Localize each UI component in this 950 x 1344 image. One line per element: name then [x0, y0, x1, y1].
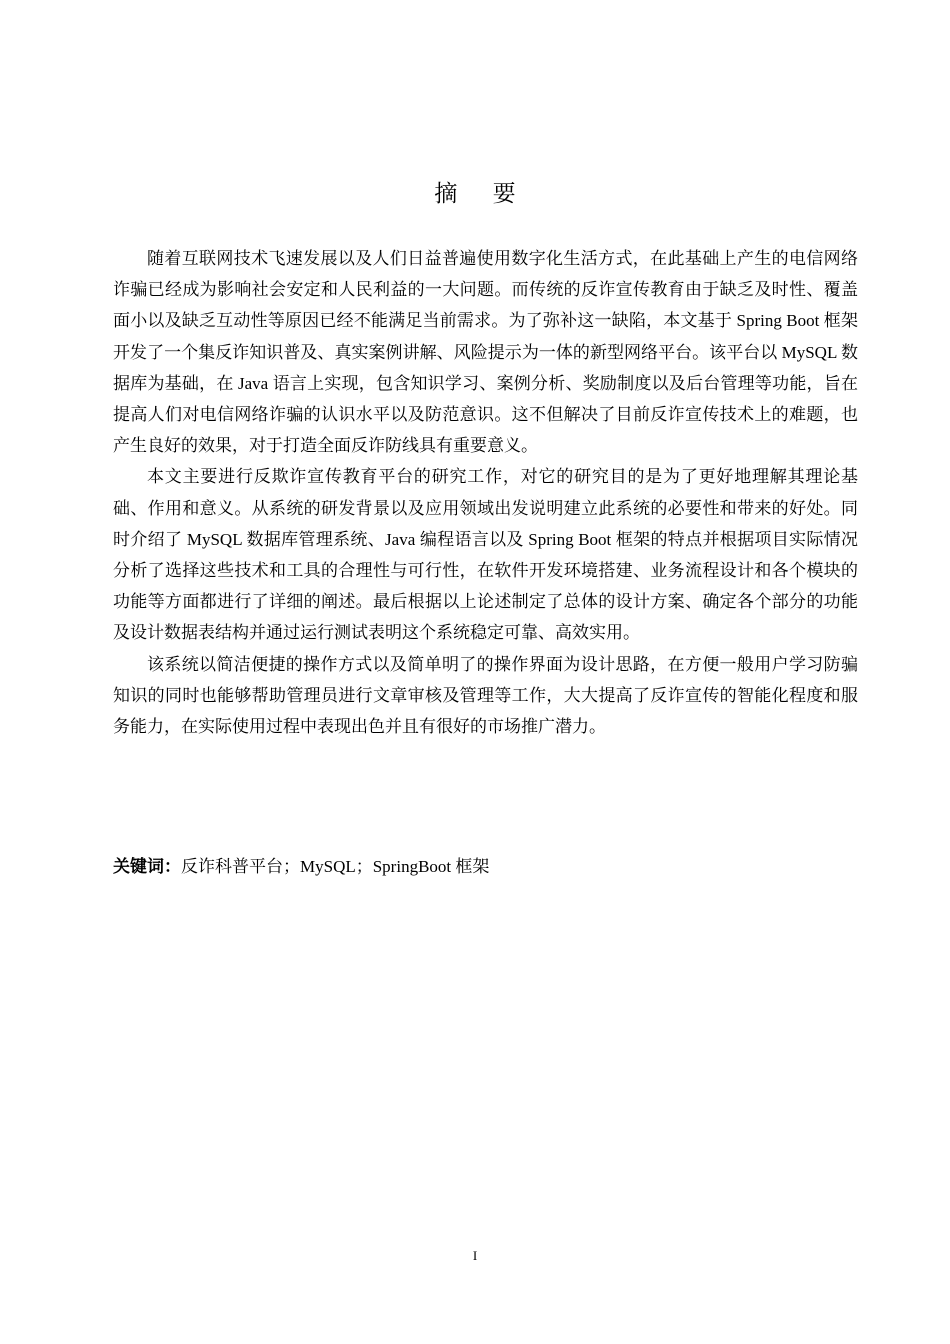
abstract-title: 摘 要	[434, 181, 530, 207]
abstract-paragraph-1: 随着互联网技术飞速发展以及人们日益普遍使用数字化生活方式，在此基础上产生的电信网络诈骗已经成为影响社会安定和人民利益的一大问题。而传统的反诈宣传教育由于缺乏及时性、覆盖面小以及缺乏互动性等原因已经不能满足当前需求。为了弥补这一缺陷，本文基于 Spring Boot 框架开发了一个集反诈知识普及、真实案例讲解、风险提示为一体的新型网络平台。该平台以 MySQL 数据库为基础，在 Java 语言上实现，包含知识学习、案例分析、奖励制度以及后台管理等功能，旨在提高人们对电信网络诈骗的认识水平以及防范意识。这不但解决了目前反诈宣传技术上的难题，也产生良好的效果，对于打造全面反诈防线具有重要意义。	[113, 249, 858, 456]
abstract-paragraph-3: 该系统以简洁便捷的操作方式以及简单明了的操作界面为设计思路，在方便一般用户学习防骗知识的同时也能够帮助管理员进行文章审核及管理等工作，大大提高了反诈宣传的智能化程度和服务能力，在实际使用过程中表现出色并且有很好的市场推广潜力。	[113, 654, 858, 737]
abstract-paragraph-2: 本文主要进行反欺诈宣传教育平台的研究工作，对它的研究目的是为了更好地理解其理论基础、作用和意义。从系统的研发背景以及应用领域出发说明建立此系统的必要性和带来的好处。同时介绍了 MySQL 数据库管理系统、Java 编程语言以及 Spring Boot 框架的特点并根据项目实际情况分析了选择这些技术和工具的合理性与可行性，在软件开发环境搭建、业务流程设计和各个模块的功能等方面都进行了详细的阐述。最后根据以上论述制定了总体的设计方案、确定各个部分的功能及设计数据表结构并通过运行测试表明这个系统稳定可靠、高效实用。	[113, 467, 858, 643]
keywords-value: 反诈科普平台；MySQL；SpringBoot 框架	[181, 857, 490, 876]
keywords-label: 关键词：	[113, 857, 181, 877]
abstract-body	[113, 243, 858, 742]
page-number: I	[472, 1248, 478, 1263]
keywords-line	[113, 852, 858, 882]
